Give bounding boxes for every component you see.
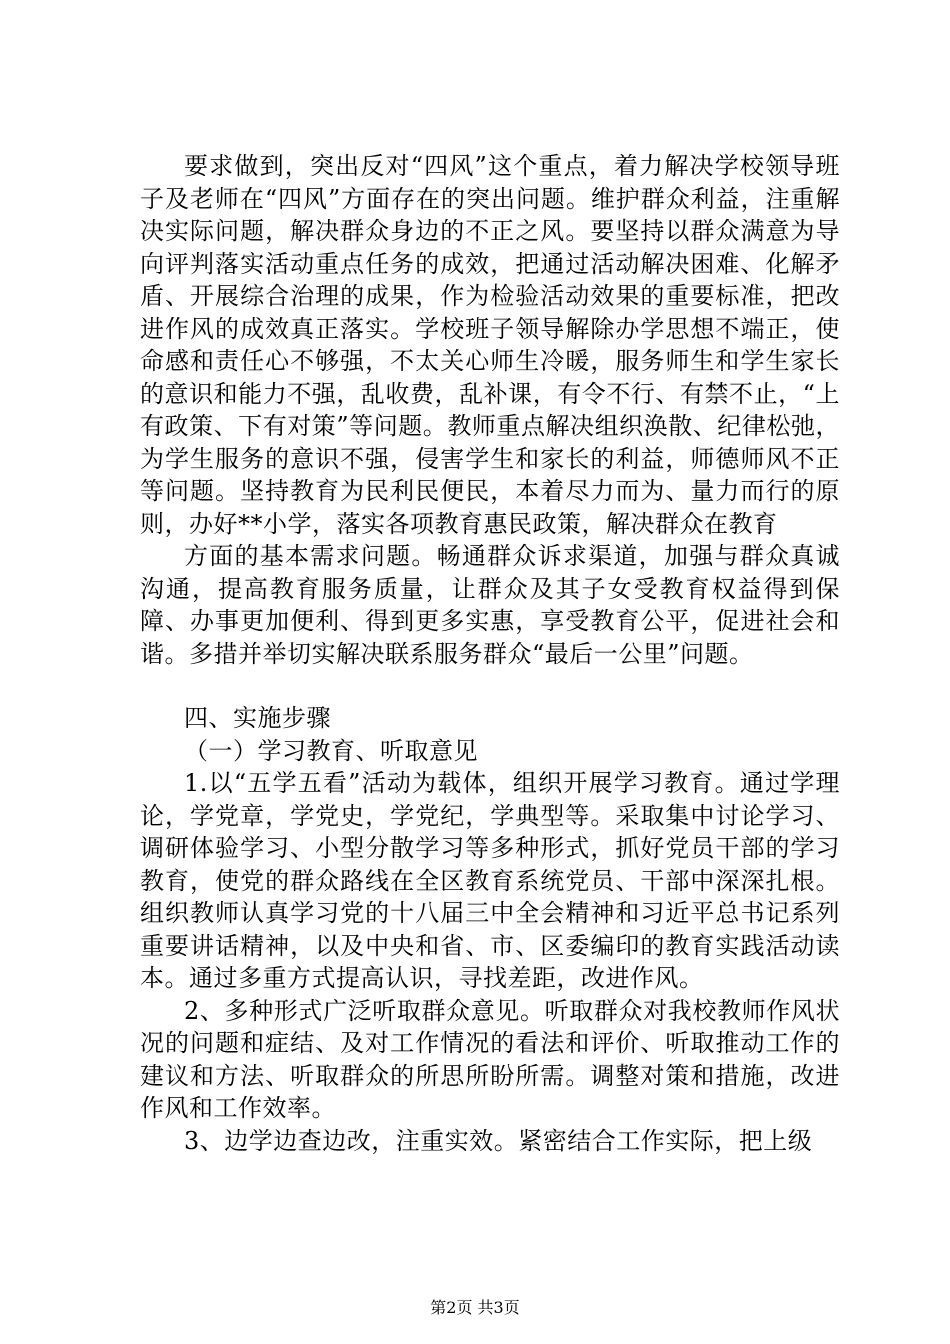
paragraph-step-3: 3、边学边查边改，注重实效。紧密结合工作实际，把上级 [184,1126,813,1155]
paragraph-step-1: 1.以“五学五看”活动为载体，组织开展学习教育。通过学理论，学党章，学党史，学党纪，学典型等。采取集中讨论学习、调研体验学习、小型分散学习等多种形式，抓好党员干部的学习教育，使党的群众路线在全区教育系统党员、干部中深深扎根。组织教师认真学习党的十八届三中全会精神和习近平总书记系列重要讲话精神，以及中央和省、市、区委编印的教育实践活动读本。通过多重方式提高认识，寻找差距，改进作风。 [140,769,840,992]
paragraph-needs: 方面的基本需求问题。畅通群众诉求渠道，加强与群众真诚沟通，提高教育服务质量，让群众及其子女受教育权益得到保障、办事更加便利、得到更多实惠，享受教育公平，促进社会和谐。多措并举切实解决联系服务群众“最后一公里”问题。 [140,542,840,668]
page-indicator: 第2页 共3页 [430,1298,520,1317]
paragraph-step-2: 2、多种形式广泛听取群众意见。听取群众对我校教师作风状况的问题和症结、及对工作情况的看法和评价、听取推动工作的建议和方法、听取群众的所思所盼所需。调整对策和措施，改进作风和工作效率。 [140,996,840,1122]
paragraph-requirements: 要求做到，突出反对“四风”这个重点，着力解决学校领导班子及老师在“四风”方面存在的突出问题。维护群众利益，注重解决实际问题，解决群众身边的不正之风。要坚持以群众满意为导向评判落实活动重点任务的成效，把通过活动解决困难、化解矛盾、开展综合治理的成果，作为检验活动效果的重要标准，把改进作风的成效真正落实。学校班子领导解除办学思想不端正，使命感和责任心不够强，不太关心师生冷暖，服务师生和学生家长的意识和能力不强，乱收费，乱补课，有令不行、有禁不止，“上有政策、下有对策”等问题。教师重点解决组织涣散、纪律松弛，为学生服务的意识不强，侵害学生和家长的利益，师德师风不正等问题。坚持教育为民利民便民，本着尽力而为、量力而行的原则，办好**小学，落实各项教育惠民政策，解决群众在教育 [140,152,840,538]
paragraph-gap [140,670,840,702]
page-footer [0,1298,950,1318]
section-heading: 四、实施步骤 [184,704,331,732]
document-body [140,150,840,1157]
subsection-heading: （一）学习教育、听取意见 [184,736,478,765]
